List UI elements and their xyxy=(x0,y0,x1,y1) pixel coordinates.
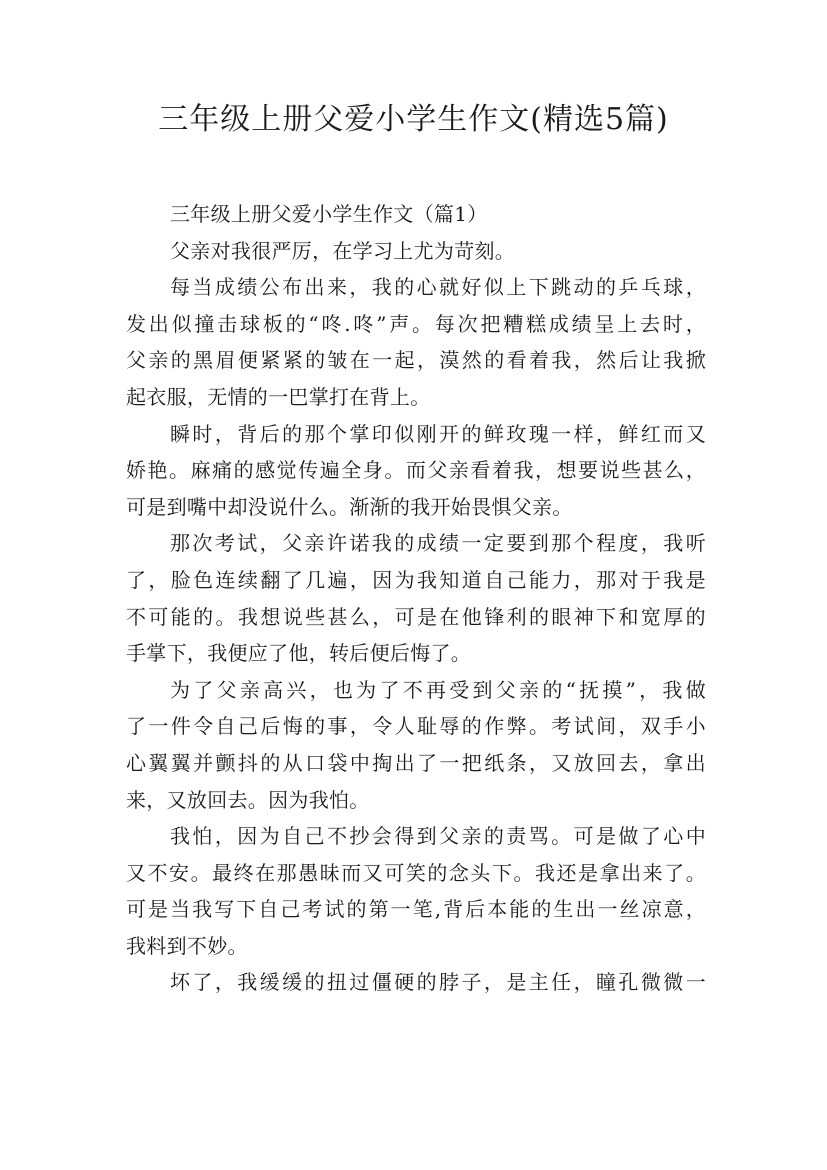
text-line: 又不安。最终在那愚昧而又可笑的念头下。我还是拿出来了。 xyxy=(126,860,706,885)
text-line: 为了父亲高兴，也为了不再受到父亲的“抚摸”，我做 xyxy=(170,677,706,702)
text-line: 我料到不妙。 xyxy=(126,933,248,958)
text-line: 可是到嘴中却没说什么。渐渐的我开始畏惧父亲。 xyxy=(126,494,573,519)
text-line: 父亲对我很严厉，在学习上尤为苛刻。 xyxy=(170,238,516,263)
text-line: 娇艳。麻痛的感觉传遍全身。而父亲看着我，想要说些甚么， xyxy=(126,458,706,483)
text-line: 瞬时，背后的那个掌印似刚开的鲜玫瑰一样，鲜红而又 xyxy=(170,421,706,446)
text-line: 了一件令自己后悔的事，令人耻辱的作弊。考试间，双手小 xyxy=(126,714,706,739)
text-line: 我怕，因为自己不抄会得到父亲的责骂。可是做了心中 xyxy=(170,824,706,849)
text-line: 每当成绩公布出来，我的心就好似上下跳动的乒乓球， xyxy=(170,275,706,300)
text-line: 手掌下，我便应了他，转后便后悔了。 xyxy=(126,641,472,666)
text-line: 可是当我写下自己考试的第一笔,背后本能的生出一丝凉意， xyxy=(126,897,706,922)
text-line: 三年级上册父爱小学生作文（篇1） xyxy=(170,202,488,226)
text-line: 坏了，我缓缓的扭过僵硬的脖子，是主任，瞳孔微微一 xyxy=(170,970,706,995)
text-line: 不可能的。我想说些甚么，可是在他锋利的眼神下和宽厚的 xyxy=(126,604,706,629)
text-line: 心翼翼并颤抖的从口袋中掏出了一把纸条，又放回去，拿出 xyxy=(126,750,706,775)
essay-body xyxy=(126,196,706,1001)
text-line: 来，又放回去。因为我怕。 xyxy=(126,787,370,812)
text-line: 了，脸色连续翻了几遍，因为我知道自己能力，那对于我是 xyxy=(126,567,706,592)
text-line: 起衣服，无情的一巴掌打在背上。 xyxy=(126,384,431,409)
text-line: 那次考试，父亲许诺我的成绩一定要到那个程度，我听 xyxy=(170,531,706,556)
text-line: 发出似撞击球板的“咚.咚”声。每次把糟糕成绩呈上去时， xyxy=(126,311,706,336)
text-line: 父亲的黑眉便紧紧的皱在一起，漠然的看着我，然后让我掀 xyxy=(126,348,706,373)
document-title: 三年级上册父爱小学生作文(精选5篇) xyxy=(158,102,669,137)
